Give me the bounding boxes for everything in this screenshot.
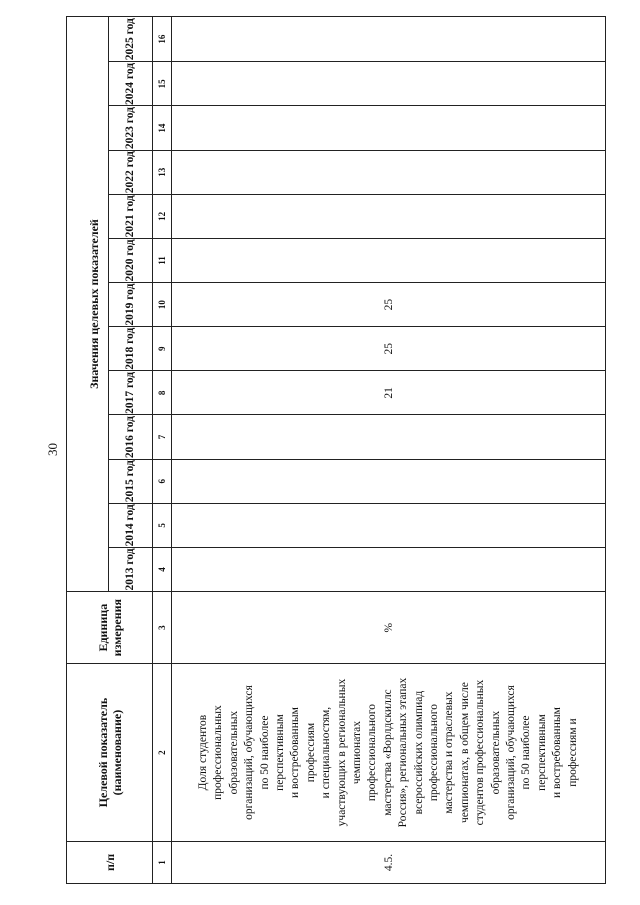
header-year-2025: 2025 год bbox=[109, 17, 153, 62]
indicator-line: по 50 наиболее bbox=[258, 715, 271, 790]
indicator-line: и востребованным bbox=[551, 707, 564, 798]
indicator-line: чемпионатах bbox=[350, 720, 363, 785]
header-year-2022: 2022 год bbox=[109, 150, 153, 194]
column-number: 11 bbox=[153, 238, 172, 282]
column-number: 15 bbox=[153, 62, 172, 106]
value-2014 bbox=[172, 503, 606, 547]
indicator-line: мастерства «Ворлдскиллс bbox=[381, 689, 394, 816]
value-2024 bbox=[172, 62, 606, 106]
value-2020 bbox=[172, 238, 606, 282]
value-2015 bbox=[172, 459, 606, 503]
indicator-line: чемпионатах, в общем числе bbox=[458, 682, 471, 823]
indicator-line: участвующих в региональных bbox=[335, 678, 348, 827]
header-year-2019: 2019 год bbox=[109, 283, 153, 327]
indicator-line: профессиям и bbox=[566, 718, 579, 787]
column-number: 6 bbox=[153, 459, 172, 503]
column-number: 12 bbox=[153, 194, 172, 238]
page-number: 30 bbox=[45, 443, 60, 457]
column-number: 5 bbox=[153, 503, 172, 547]
header-unit: Единица измерения bbox=[67, 592, 153, 664]
indicator-description bbox=[172, 664, 606, 842]
value-2023 bbox=[172, 106, 606, 150]
value-2025 bbox=[172, 17, 606, 62]
indicator-line: профессионального bbox=[428, 704, 441, 802]
indicator-line: и специальностям, bbox=[320, 706, 333, 799]
indicator-line: образовательных bbox=[489, 710, 502, 795]
indicator-line: перспективным bbox=[273, 714, 286, 791]
unit-cell: % bbox=[172, 592, 606, 664]
value-2017: 21 bbox=[172, 371, 606, 415]
header-values-group: Значения целевых показателей bbox=[67, 17, 109, 592]
indicator-line: по 50 наиболее bbox=[520, 715, 533, 790]
indicator-line: всероссийских олимпиад bbox=[412, 690, 425, 815]
column-number: 16 bbox=[153, 17, 172, 62]
rotated-page-area bbox=[66, 16, 606, 884]
header-number: п/п bbox=[67, 841, 153, 883]
column-number: 1 bbox=[153, 841, 172, 883]
header-year-2014: 2014 год bbox=[109, 503, 153, 547]
value-2022 bbox=[172, 150, 606, 194]
indicator-line: Доля студентов bbox=[196, 714, 209, 791]
row-number: 4.5. bbox=[172, 841, 606, 883]
column-number: 13 bbox=[153, 150, 172, 194]
header-year-2020: 2020 год bbox=[109, 238, 153, 282]
column-number: 4 bbox=[153, 547, 172, 591]
indicator-line: профессионального bbox=[366, 704, 379, 802]
indicator-line: Россия», региональных этапах bbox=[397, 677, 410, 828]
column-number: 10 bbox=[153, 283, 172, 327]
header-year-2023: 2023 год bbox=[109, 106, 153, 150]
indicator-line: мастерства и отраслевых bbox=[443, 691, 456, 814]
value-2013 bbox=[172, 547, 606, 591]
header-year-2013: 2013 год bbox=[109, 547, 153, 591]
column-number: 3 bbox=[153, 592, 172, 664]
rotated-table-wrapper bbox=[66, 16, 606, 884]
table-row bbox=[172, 17, 606, 884]
header-indicator: Целевой показатель (наименование) bbox=[67, 664, 153, 842]
indicator-line: профессиональных bbox=[212, 705, 225, 800]
indicator-line: профессиям bbox=[304, 722, 317, 783]
indicator-line: организаций, обучающихся bbox=[243, 685, 256, 820]
column-number: 8 bbox=[153, 371, 172, 415]
header-year-2018: 2018 год bbox=[109, 327, 153, 371]
indicator-line: организаций, обучающихся bbox=[505, 685, 518, 820]
indicator-line: и востребованным bbox=[289, 707, 302, 798]
header-year-2017: 2017 год bbox=[109, 371, 153, 415]
value-2021 bbox=[172, 194, 606, 238]
column-number: 2 bbox=[153, 664, 172, 842]
indicator-line: перспективным bbox=[535, 714, 548, 791]
header-year-2024: 2024 год bbox=[109, 62, 153, 106]
indicator-line: образовательных bbox=[227, 710, 240, 795]
header-year-2021: 2021 год bbox=[109, 194, 153, 238]
value-2019: 25 bbox=[172, 283, 606, 327]
header-year-2015: 2015 год bbox=[109, 459, 153, 503]
indicator-line: студентов профессиональных bbox=[474, 679, 487, 826]
target-indicators-table bbox=[66, 16, 606, 884]
column-number: 9 bbox=[153, 327, 172, 371]
header-year-2016: 2016 год bbox=[109, 415, 153, 459]
column-number: 14 bbox=[153, 106, 172, 150]
value-2016 bbox=[172, 415, 606, 459]
column-number: 7 bbox=[153, 415, 172, 459]
value-2018: 25 bbox=[172, 327, 606, 371]
